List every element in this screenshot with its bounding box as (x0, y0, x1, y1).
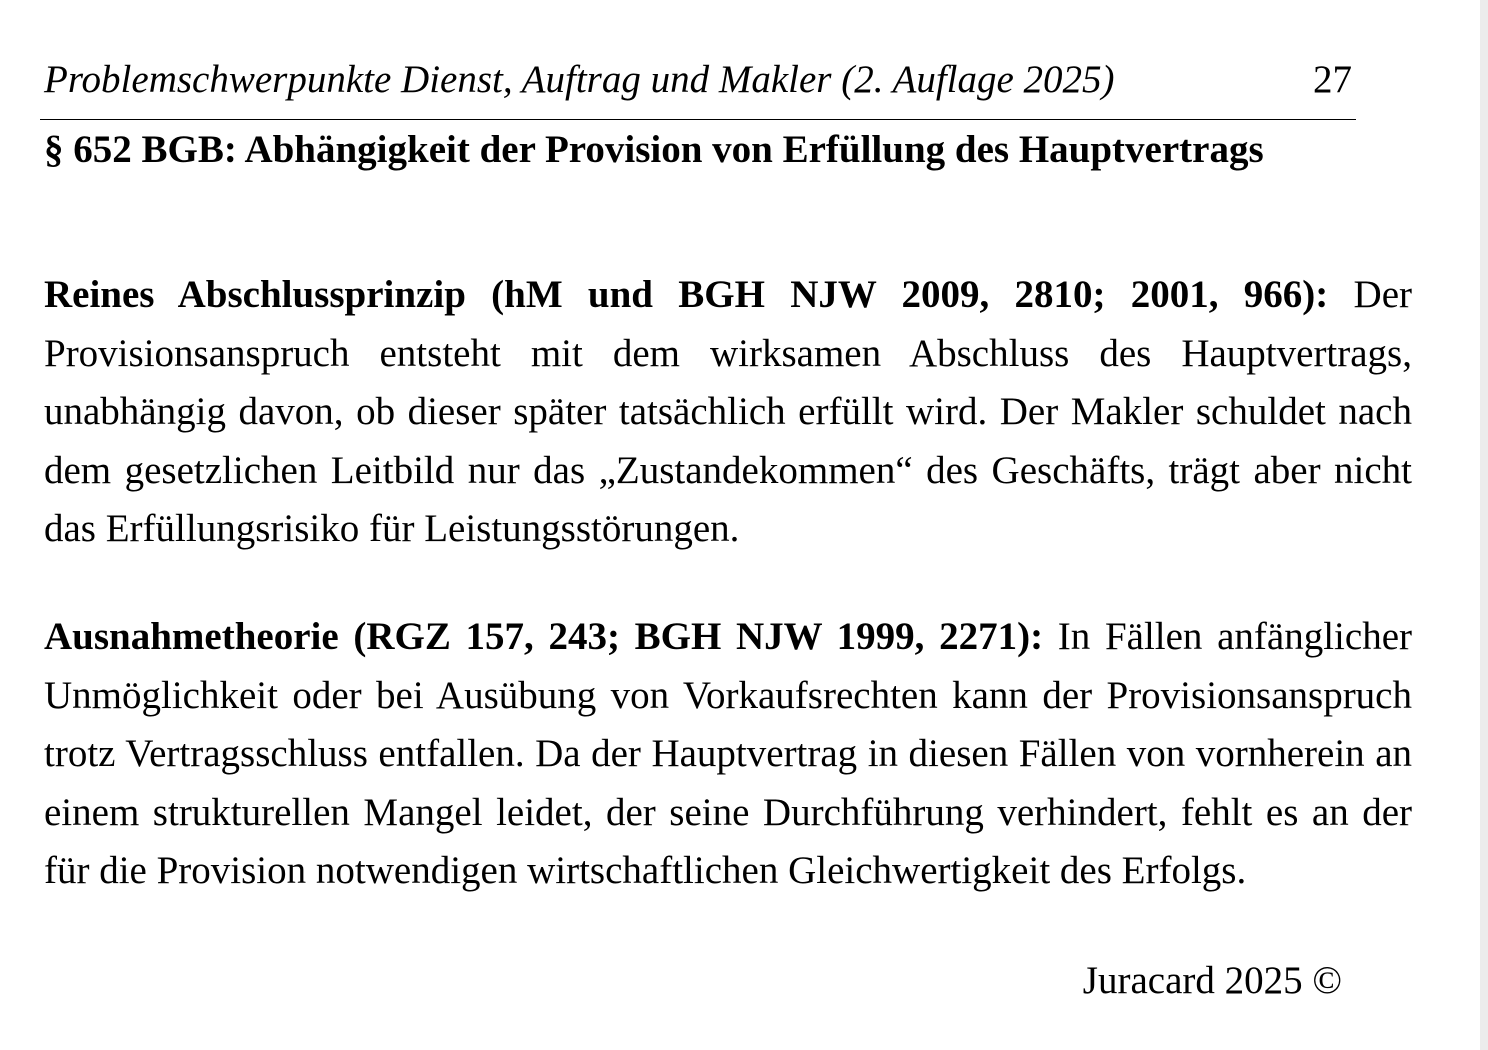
copyright-footer: Juracard 2025 © (1082, 959, 1342, 1002)
paragraph-ausnahmetheorie (44, 608, 1412, 901)
paragraph-abschlussprinzip (44, 266, 1412, 559)
header-divider (40, 119, 1356, 120)
paragraph-label: Reines Abschlussprinzip (hM und BGH NJW 2009, 2810; 2001, 966): (44, 273, 1329, 316)
paragraph-text: In Fällen anfänglicher Unmöglichkeit oder bei Ausübung von Vorkaufsrechten kann der Provisionsanspruch trotz Vertragsschluss entfallen. Da der Hauptvertrag in diesen Fällen von vornherein an einem strukturellen Mangel leidet, der seine Durchführung verhindert, fehlt es an der für die Provision notwendigen wirtschaftlichen Gleichwertigkeit des Erfolgs. (44, 615, 1412, 893)
paragraph-label: Ausnahmetheorie (RGZ 157, 243; BGH NJW 1999, 2271): (44, 615, 1044, 658)
paragraph-text: Der Provisionsanspruch entsteht mit dem wirksamen Abschluss des Hauptvertrags, unabhängig davon, ob dieser später tatsächlich erfüllt wird. Der Makler schuldet nach dem gesetzlichen Leitbild nur das „Zustandekommen“ des Geschäfts, trägt aber nicht das Erfüllungsrisiko für Leistungsstörungen. (44, 273, 1412, 551)
page-number: 27 (1313, 58, 1352, 101)
running-title: Problemschwerpunkte Dienst, Auftrag und Makler (2. Auflage 2025) (44, 58, 1115, 101)
running-header (44, 54, 1356, 106)
section-heading: § 652 BGB: Abhängigkeit der Provision von Erfüllung des Hauptvertrags (44, 128, 1264, 171)
page-edge (1480, 0, 1488, 1050)
